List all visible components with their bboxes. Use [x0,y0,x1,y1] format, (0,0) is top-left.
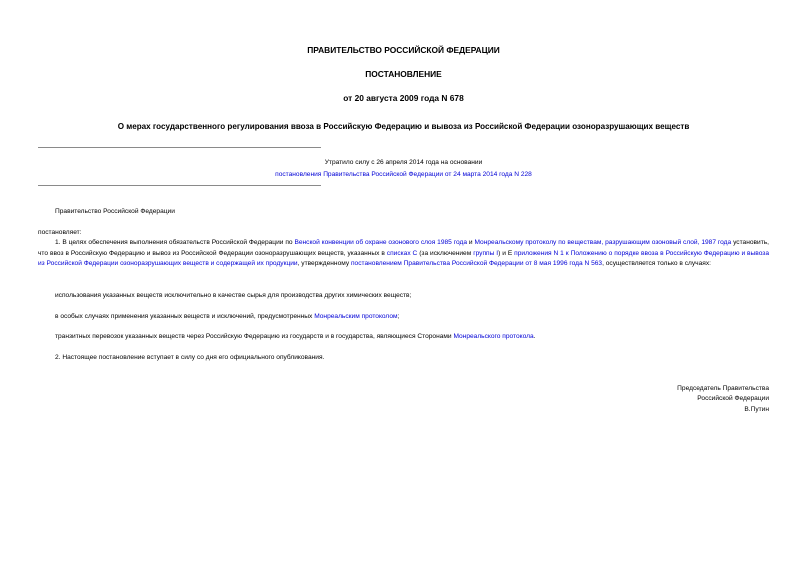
signature-org: Российской Федерации [697,395,769,403]
vienna-convention-link[interactable]: Венской конвенции об охране озонового слоя 1985 года [294,239,468,246]
repeal-note-link-row [0,170,807,180]
p1-text: установить, что ввоз в Российскую Федерацию и вывоз из Российской Федерации озоноразрушающих веществ, указанных в [38,239,769,257]
p1-text: , утвержденному [297,260,351,267]
montreal-protocol-link[interactable]: Монреальскому протоколу по веществам, разрушающим озоновый слой, 1987 года [474,239,732,246]
signature-block [677,384,769,415]
case-3-end: . [533,333,536,340]
date-number-heading: от 20 августа 2009 года N 678 [343,93,464,103]
decree-563-link[interactable]: постановлением Правительства Российской Федерации от 8 мая 1996 года N 563 [350,260,603,267]
paragraph-1 [38,238,769,270]
top-divider [38,147,321,148]
repeal-note-line: Утратило силу с 26 апреля 2014 года на основании [324,159,483,166]
p1-text: , осуществляется только в случаях: [602,260,711,267]
group-i-link[interactable]: группы I [473,249,499,257]
p1-text: (за исключением [417,249,474,257]
document-type-heading: ПОСТАНОВЛЕНИЕ [365,69,442,79]
case-3-text: транзитных перевозок указанных веществ через Российскую Федерацию из государств и в государства, являющиеся Сторонами [55,333,454,340]
montreal-protocol-link-2[interactable]: Монреальским протоколом [314,313,398,320]
signature-name: В.Путин [744,405,769,413]
case-2-text: в особых случаях применения указанных веществ и исключений, предусмотренных [55,313,315,320]
case-2-end: ; [397,313,400,320]
repeal-decree-link[interactable]: постановления Правительства Российской Федерации от 24 марта 2014 года N 228 [275,171,532,178]
p1-text: ) и Е [498,249,515,257]
lists-c-link[interactable]: списках С [386,249,418,257]
case-3-row [55,332,536,342]
p1-text: 1. В целях обеспечения выполнения обязательств Российской Федерации по [55,239,295,246]
annex-1-link[interactable]: приложения N 1 к Положению о порядке ввоза в Российскую Федерацию и вывоза из Российской Федерации озоноразрушающих веществ и содержащей их продукции [38,249,770,267]
document-title: О мерах государственного регулирования ввоза в Российскую Федерацию и вывоза из Российской Федерации озоноразрушающих веществ [117,122,690,131]
p1-text: и [467,239,475,246]
case-2-row [55,312,399,322]
case-1-text: использования указанных веществ исключительно в качестве сырья для производства других химических веществ; [55,292,412,299]
decrees-text: постановляет: [38,229,82,236]
paragraph-2: 2. Настоящее постановление вступает в силу со дня его официального опубликования. [55,354,325,361]
bottom-divider [38,185,321,186]
signature-title: Председатель Правительства [677,385,769,392]
montreal-protocol-link-3[interactable]: Монреальского протокола [453,333,534,340]
issuer-text: Правительство Российской Федерации [55,208,175,215]
government-heading: ПРАВИТЕЛЬСТВО РОССИЙСКОЙ ФЕДЕРАЦИИ [307,45,500,55]
